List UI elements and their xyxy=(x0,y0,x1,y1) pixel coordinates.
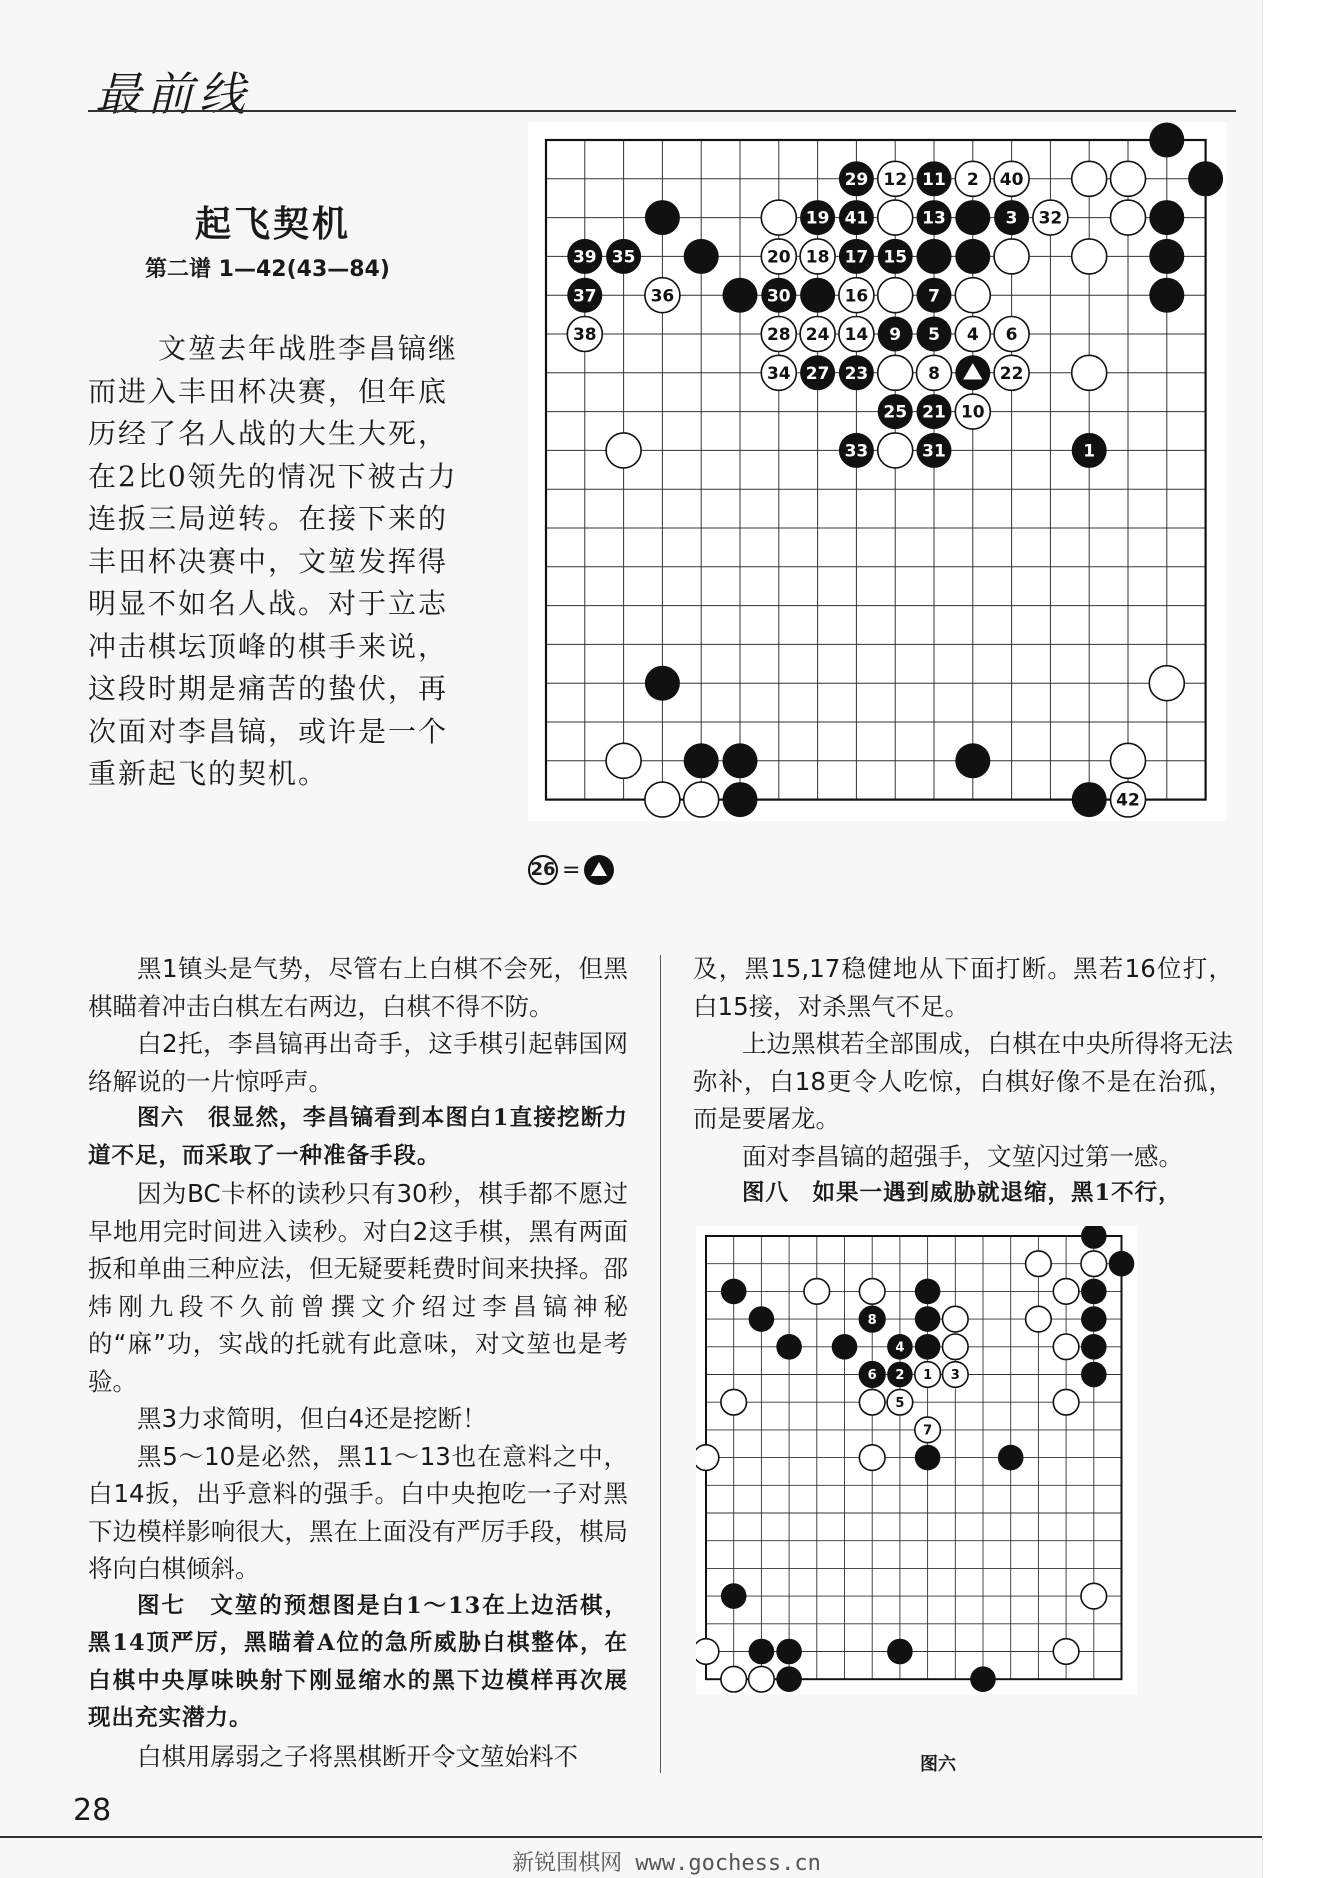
fig6-move-number: 8 xyxy=(867,1312,877,1328)
fig6-white-stone xyxy=(696,1445,719,1471)
main-move-number: 33 xyxy=(844,441,869,462)
fig6-black-stone xyxy=(915,1279,941,1305)
fig6-black-stone xyxy=(721,1583,747,1609)
main-white-stone xyxy=(878,355,913,390)
main-move-number: 37 xyxy=(572,286,597,307)
fig6-black-stone xyxy=(1081,1334,1107,1360)
main-white-stone xyxy=(606,433,641,468)
main-move-number: 23 xyxy=(844,363,869,384)
main-move-number: 14 xyxy=(844,325,869,346)
main-move-number: 2 xyxy=(966,169,979,190)
fig6-white-stone xyxy=(696,1639,719,1665)
black-triangle-stone-icon xyxy=(584,855,614,885)
fig6-black-stone xyxy=(1081,1306,1107,1332)
main-black-stone xyxy=(723,743,758,778)
main-black-stone xyxy=(800,278,835,313)
main-black-stone xyxy=(1149,200,1184,235)
right-paragraph-3: 面对李昌镐的超强手，文堃闪过第一感。 xyxy=(742,1141,1183,1171)
scan-margin xyxy=(1262,0,1333,1878)
fig6-white-stone xyxy=(1053,1334,1079,1360)
left-paragraph-4: 因为BC卡杯的读秒只有30秒，棋手都不愿过早地用完时间进入读秒。对白2这手棋，黑有两面扳和单曲三种应法，但无疑要耗费时间来抉择。邵炜刚九段不久前曾撰文介绍过李昌镐神秘的“麻”功，实战的托就有此意味，对文堃也是考验。 xyxy=(88,1179,628,1396)
main-black-stone xyxy=(645,200,680,235)
main-move-number: 4 xyxy=(966,325,979,346)
fig6-black-stone xyxy=(749,1639,775,1665)
main-move-number: 19 xyxy=(805,208,830,229)
section-title: 最前线 xyxy=(95,67,251,121)
main-move-number: 39 xyxy=(572,247,597,268)
main-black-stone xyxy=(1188,161,1223,196)
main-black-stone xyxy=(955,743,990,778)
main-black-stone xyxy=(684,743,719,778)
main-black-stone xyxy=(645,666,680,701)
go-board-main xyxy=(528,122,1228,852)
main-black-stone xyxy=(1149,278,1184,313)
main-white-stone xyxy=(878,433,913,468)
main-move-number: 10 xyxy=(960,402,985,423)
fig6-white-stone xyxy=(1053,1389,1079,1415)
go-board-figure6-svg xyxy=(696,1226,1196,1758)
fig6-black-stone xyxy=(721,1279,747,1305)
main-move-number: 17 xyxy=(844,247,869,268)
fig6-move-number: 3 xyxy=(950,1368,960,1384)
fig6-white-stone xyxy=(1026,1306,1052,1332)
fig6-black-stone xyxy=(915,1306,941,1332)
main-black-stone xyxy=(723,278,758,313)
main-white-stone xyxy=(878,278,913,313)
fig6-white-stone xyxy=(1053,1639,1079,1665)
main-black-stone xyxy=(955,200,990,235)
fig6-white-stone xyxy=(1053,1279,1079,1305)
fig6-move-number: 4 xyxy=(895,1340,905,1356)
fig6-move-number: 6 xyxy=(867,1368,877,1384)
main-move-number: 15 xyxy=(883,247,908,268)
main-move-number: 1 xyxy=(1083,441,1096,462)
main-white-stone xyxy=(1149,666,1184,701)
main-move-number: 20 xyxy=(766,247,791,268)
fig6-white-stone xyxy=(749,1666,775,1692)
white-move-26-icon: 26 xyxy=(528,855,558,885)
fig6-white-stone xyxy=(859,1279,885,1305)
main-white-stone xyxy=(645,782,680,817)
main-move-number: 25 xyxy=(883,402,908,423)
fig6-black-stone xyxy=(776,1334,802,1360)
main-move-number: 18 xyxy=(805,247,830,268)
footer-watermark: 新锐围棋网 www.gochess.cn xyxy=(512,1851,821,1876)
fig6-black-stone xyxy=(749,1306,775,1332)
fig6-black-stone xyxy=(1081,1279,1107,1305)
page-number: 28 xyxy=(73,1793,112,1828)
main-move-number: 34 xyxy=(766,363,791,384)
main-move-number: 28 xyxy=(766,325,791,346)
main-move-number: 35 xyxy=(611,247,636,268)
main-move-number: 42 xyxy=(1116,790,1140,811)
go-board-figure6 xyxy=(696,1226,1196,1758)
fig6-black-stone xyxy=(776,1639,802,1665)
article-subtitle: 第二谱 1—42(43—84) xyxy=(145,257,390,282)
main-move-number: 22 xyxy=(999,363,1024,384)
fig6-black-stone xyxy=(915,1334,941,1360)
main-white-stone xyxy=(1111,200,1146,235)
fig6-black-stone xyxy=(887,1639,913,1665)
fig6-move-number: 5 xyxy=(895,1395,905,1411)
main-move-number: 13 xyxy=(922,208,946,229)
main-move-number: 8 xyxy=(928,363,940,384)
main-move-number: 5 xyxy=(928,325,940,346)
main-move-number: 36 xyxy=(650,286,675,307)
diagram-note xyxy=(528,855,614,885)
main-black-stone xyxy=(723,782,758,817)
header-divider xyxy=(88,110,1236,112)
main-white-stone xyxy=(606,743,641,778)
fig6-black-stone xyxy=(998,1445,1024,1471)
go-board-main-svg xyxy=(528,122,1228,852)
fig6-white-stone xyxy=(859,1389,885,1415)
left-column xyxy=(88,950,628,1775)
main-move-number: 32 xyxy=(1038,208,1063,229)
fig6-move-number: 2 xyxy=(895,1368,905,1384)
main-move-number: 24 xyxy=(805,325,830,346)
main-move-number: 3 xyxy=(1005,208,1018,229)
article-title: 起飞契机 xyxy=(195,204,352,245)
fig6-white-stone xyxy=(1026,1251,1052,1277)
main-move-number: 7 xyxy=(928,286,940,307)
figure7-caption: 图七 文堃的预想图是白1～13在上边活棋，黑14顶严厉，黑瞄着A位的急所威胁白棋整体，在白棋中央厚味映射下刚显缩水的黑下边模样再次展现出充实潜力。 xyxy=(88,1592,628,1731)
left-paragraph-6: 黑5～10是必然，黑11～13也在意料之中，白14扳，出乎意料的强手。白中央抱吃一子对黑下边模样影响很大，黑在上面没有严厉手段，棋局将向白棋倾斜。 xyxy=(88,1441,628,1583)
right-paragraph-2: 上边黑棋若全部围成，白棋在中央所得将无法弥补，白18更令人吃惊，白棋好像不是在治孤，而是要屠龙。 xyxy=(693,1029,1233,1133)
fig6-black-stone xyxy=(1109,1251,1135,1277)
main-black-stone xyxy=(1072,782,1107,817)
main-black-stone xyxy=(917,239,952,274)
main-move-number: 31 xyxy=(922,441,946,462)
main-move-number: 16 xyxy=(844,286,869,307)
figure-label: 图六 xyxy=(920,1754,956,1775)
fig6-white-stone xyxy=(1081,1251,1107,1277)
main-move-number: 38 xyxy=(572,325,597,346)
equals-sign: = xyxy=(562,857,581,883)
main-white-stone xyxy=(1072,355,1107,390)
fig6-white-stone xyxy=(943,1334,969,1360)
fig6-white-stone xyxy=(1081,1583,1107,1609)
main-black-stone xyxy=(955,239,990,274)
left-paragraph-1: 黑1镇头是气势，尽管右上白棋不会死，但黑棋瞄着冲击白棋左右两边，白棋不得不防。 xyxy=(88,954,628,1021)
main-white-stone xyxy=(1072,161,1107,196)
figure8-caption: 图八 如果一遇到威胁就退缩，黑1不行， xyxy=(742,1180,1182,1206)
fig6-black-stone xyxy=(970,1666,996,1692)
main-move-number: 29 xyxy=(844,169,869,190)
right-column xyxy=(693,950,1233,1213)
right-paragraph-1: 及，黑15,17稳健地从下面打断。黑若16位打，白15接，对杀黑气不足。 xyxy=(693,954,1233,1021)
main-move-number: 40 xyxy=(999,169,1024,190)
fig6-white-stone xyxy=(859,1445,885,1471)
main-white-stone xyxy=(1072,239,1107,274)
left-paragraph-5: 黑3力求简明，但白4还是挖断！ xyxy=(137,1404,487,1433)
fig6-black-stone xyxy=(915,1445,941,1471)
main-white-stone xyxy=(994,239,1029,274)
main-white-stone xyxy=(1111,743,1146,778)
main-move-number: 11 xyxy=(922,169,946,190)
fig6-white-stone xyxy=(721,1389,747,1415)
main-black-stone xyxy=(1149,123,1184,158)
fig6-white-stone xyxy=(721,1666,747,1692)
main-move-number: 41 xyxy=(844,208,869,229)
fig6-black-stone xyxy=(832,1334,858,1360)
main-white-stone xyxy=(955,278,990,313)
main-white-stone xyxy=(761,200,796,235)
main-white-stone xyxy=(1111,161,1146,196)
main-move-number: 9 xyxy=(889,325,902,346)
main-black-stone xyxy=(684,239,719,274)
left-paragraph-2: 白2托，李昌镐再出奇手，这手棋引起韩国网络解说的一片惊呼声。 xyxy=(88,1029,628,1096)
main-move-number: 30 xyxy=(766,286,791,307)
left-paragraph-8: 白棋用孱弱之子将黑棋断开令文堃始料不 xyxy=(137,1741,578,1771)
main-move-number: 27 xyxy=(805,363,830,384)
main-move-number: 12 xyxy=(883,169,908,190)
fig6-black-stone xyxy=(776,1666,802,1692)
main-move-number: 6 xyxy=(1005,325,1018,346)
column-divider xyxy=(660,955,661,1773)
fig6-white-stone xyxy=(804,1279,830,1305)
intro-paragraph: 文堃去年战胜李昌镐继而进入丰田杯决赛，但年底历经了名人战的大生大死，在2比0领先的情况下被古力连扳三局逆转。在接下来的丰田杯决赛中，文堃发挥得明显不如名人战。对于立志冲击棋坛顶峰的棋手来说，这段时期是痛苦的蛰伏，再次面对李昌镐，或许是一个重新起飞的契机。 xyxy=(88,332,459,790)
main-move-number: 21 xyxy=(922,402,946,423)
fig6-black-stone xyxy=(1081,1362,1107,1388)
main-black-stone xyxy=(1149,239,1184,274)
fig6-move-number: 1 xyxy=(923,1368,933,1384)
fig6-move-number: 7 xyxy=(923,1423,933,1439)
fig6-white-stone xyxy=(943,1306,969,1332)
footer-divider xyxy=(0,1836,1262,1838)
main-white-stone xyxy=(684,782,719,817)
main-white-stone xyxy=(878,200,913,235)
figure6-caption: 图六 很显然，李昌镐看到本图白1直接挖断力道不足，而采取了一种准备手段。 xyxy=(88,1105,628,1169)
